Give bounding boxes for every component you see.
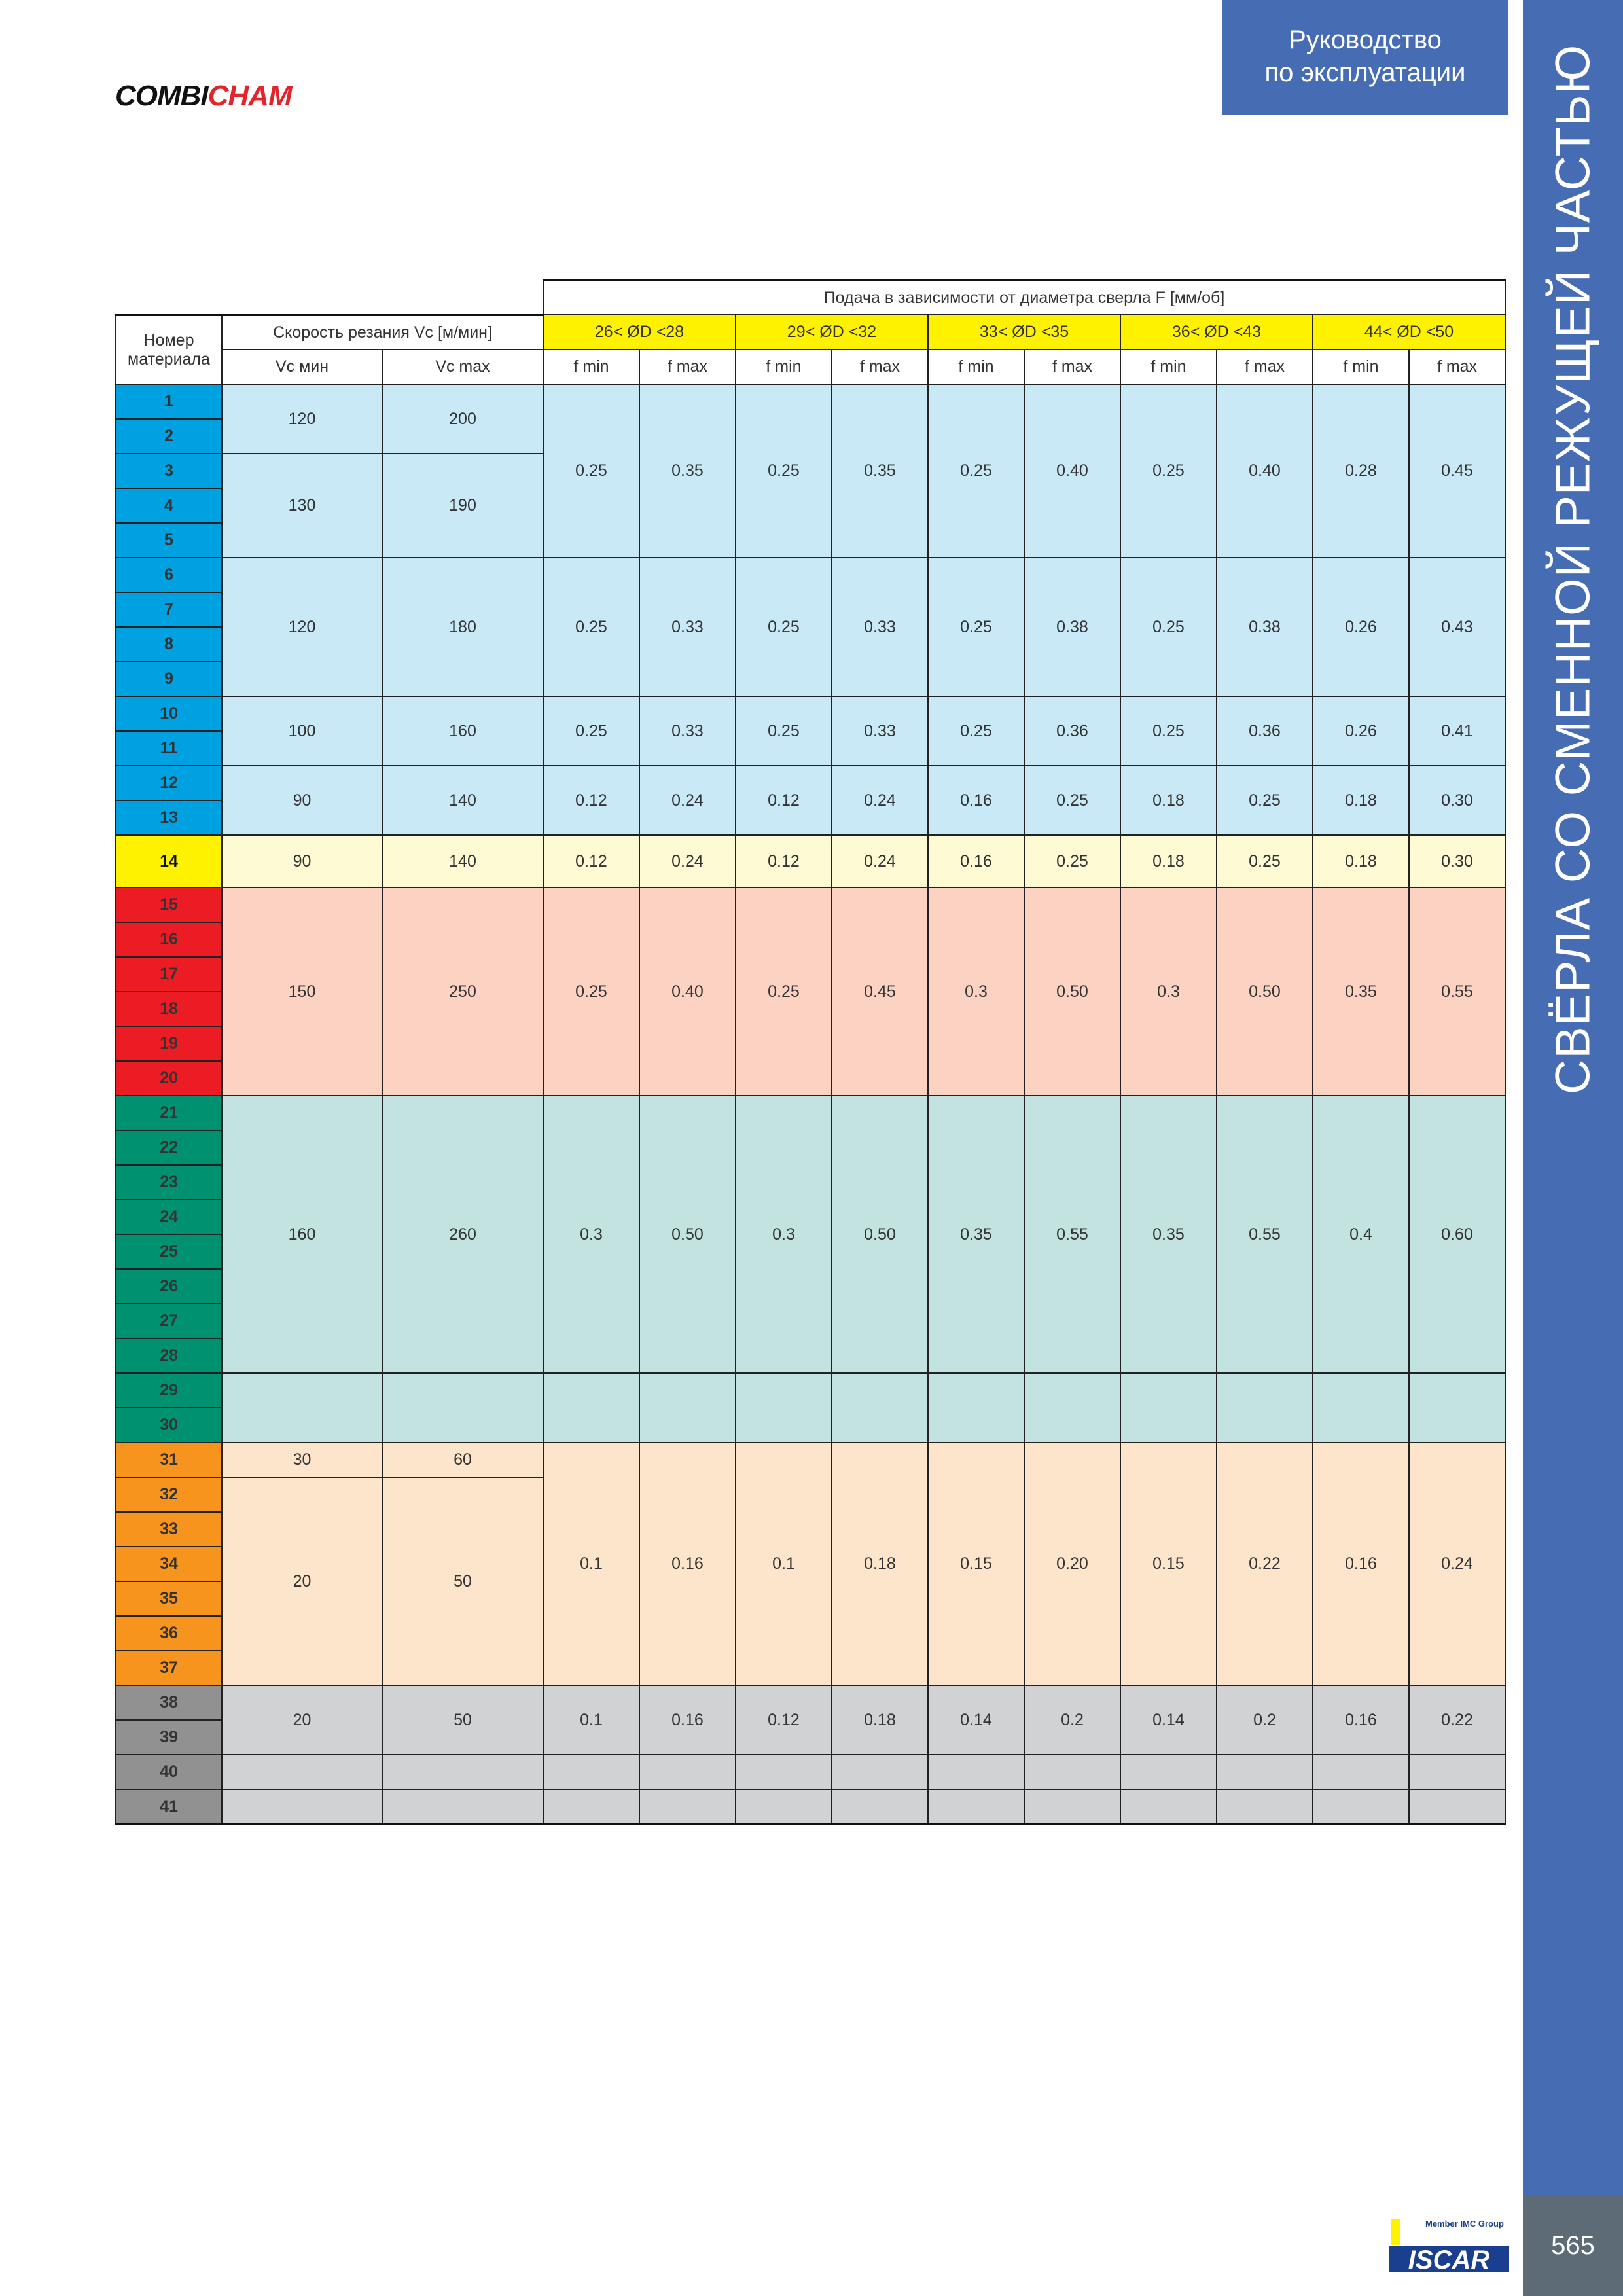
material-number: 31: [116, 1443, 222, 1477]
feed-value: 0.33: [832, 696, 928, 766]
feed-value: 0.25: [1217, 766, 1313, 835]
feed-value: 0.4: [1313, 1096, 1409, 1373]
material-number: 9: [116, 662, 222, 696]
feed-value: 0.25: [543, 558, 639, 696]
feed-value: 0.40: [1217, 384, 1313, 558]
speed-vmin: 130: [222, 454, 382, 558]
material-number: 19: [116, 1026, 222, 1061]
speed-vmax: 140: [382, 766, 543, 835]
material-number: 30: [116, 1408, 222, 1443]
feed-value: 0.55: [1217, 1096, 1313, 1373]
material-number: 1: [116, 384, 222, 419]
material-number: 5: [116, 523, 222, 558]
speed-vmin: [222, 1755, 382, 1789]
speed-vmin: 90: [222, 835, 382, 888]
feed-value: 0.25: [1024, 835, 1120, 888]
feed-value: [832, 1755, 928, 1789]
material-number: 27: [116, 1304, 222, 1338]
feed-value: 0.40: [639, 888, 736, 1096]
speed-vmax: 190: [382, 454, 543, 558]
speed-vmax: 50: [382, 1685, 543, 1755]
feed-value: 0.35: [832, 384, 928, 558]
material-number: 21: [116, 1096, 222, 1130]
feed-value: 0.38: [1024, 558, 1120, 696]
feed-value: 0.60: [1409, 1096, 1505, 1373]
vc-max-header: Vc max: [382, 350, 543, 384]
speed-vmax: [382, 1789, 543, 1824]
material-number: 12: [116, 766, 222, 800]
material-number: 15: [116, 888, 222, 922]
speed-vmax: 160: [382, 696, 543, 766]
feed-value: 0.25: [736, 888, 832, 1096]
material-number: 11: [116, 731, 222, 766]
feed-value: [1120, 1789, 1217, 1824]
f-max-header: f max: [832, 350, 928, 384]
feed-value: [639, 1789, 736, 1824]
material-number: 7: [116, 592, 222, 627]
feed-value: [1217, 1755, 1313, 1789]
feed-value: 0.3: [736, 1096, 832, 1373]
feed-value: [1120, 1373, 1217, 1443]
diameter-range: 36< ØD <43: [1120, 315, 1313, 350]
material-number: 29: [116, 1373, 222, 1408]
feed-value: [1409, 1755, 1505, 1789]
iscar-wordmark: ISCAR: [1408, 2246, 1490, 2274]
feed-value: [1313, 1755, 1409, 1789]
material-number: 37: [116, 1651, 222, 1685]
feed-value: 0.50: [1217, 888, 1313, 1096]
feed-value: 0.16: [1313, 1443, 1409, 1685]
feed-value: 0.18: [832, 1685, 928, 1755]
diameter-range: 26< ØD <28: [543, 315, 736, 350]
material-number: 13: [116, 800, 222, 835]
feed-value: [1024, 1373, 1120, 1443]
feed-value: 0.26: [1313, 696, 1409, 766]
feed-value: [736, 1789, 832, 1824]
material-number: 4: [116, 488, 222, 523]
material-number: 8: [116, 627, 222, 662]
cutting-data-table: [115, 279, 1506, 1825]
feed-value: [736, 1373, 832, 1443]
feed-value: 0.24: [832, 835, 928, 888]
feed-value: 0.16: [639, 1685, 736, 1755]
material-number: 25: [116, 1234, 222, 1269]
speed-vmin: 120: [222, 558, 382, 696]
material-number: 35: [116, 1581, 222, 1616]
material-number: 39: [116, 1720, 222, 1755]
feed-value: 0.25: [1120, 384, 1217, 558]
feed-value: 0.25: [543, 384, 639, 558]
vc-min-header: Vc мин: [222, 350, 382, 384]
feed-value: 0.24: [1409, 1443, 1505, 1685]
material-number: 33: [116, 1512, 222, 1547]
material-number: 17: [116, 957, 222, 992]
speed-vmin: 150: [222, 888, 382, 1096]
material-number: 20: [116, 1061, 222, 1096]
feed-value: 0.16: [928, 835, 1024, 888]
combicham-logo: [115, 80, 292, 113]
speed-vmax: 200: [382, 384, 543, 454]
feed-value: [543, 1789, 639, 1824]
material-number: 18: [116, 992, 222, 1026]
feed-value: [1217, 1789, 1313, 1824]
material-number: 24: [116, 1200, 222, 1234]
feed-value: [1313, 1789, 1409, 1824]
feed-value: 0.35: [1120, 1096, 1217, 1373]
speed-vmax: [382, 1373, 543, 1443]
feed-value: 0.50: [639, 1096, 736, 1373]
manual-line-1: Руководство: [1289, 26, 1442, 54]
feed-value: 0.16: [639, 1443, 736, 1685]
feed-value: 0.50: [832, 1096, 928, 1373]
feed-value: [1024, 1755, 1120, 1789]
speed-vmax: 250: [382, 888, 543, 1096]
feed-value: 0.3: [928, 888, 1024, 1096]
feed-value: 0.16: [928, 766, 1024, 835]
speed-vmin: 20: [222, 1477, 382, 1685]
f-max-header: f max: [639, 350, 736, 384]
manual-line-2: по эксплуатации: [1264, 58, 1466, 87]
feed-value: [639, 1373, 736, 1443]
f-min-header: f min: [1120, 350, 1217, 384]
material-number: 14: [116, 835, 222, 888]
diameter-range: 29< ØD <32: [736, 315, 928, 350]
feed-value: 0.25: [1217, 835, 1313, 888]
feed-value: 0.3: [543, 1096, 639, 1373]
speed-vmin: 160: [222, 1096, 382, 1373]
feed-value: 0.25: [1120, 558, 1217, 696]
feed-value: 0.35: [639, 384, 736, 558]
feed-value: [1409, 1373, 1505, 1443]
material-number: 23: [116, 1165, 222, 1200]
header-spacer: [116, 280, 543, 315]
feed-value: 0.12: [736, 1685, 832, 1755]
feed-value: 0.1: [543, 1443, 639, 1685]
feed-value: 0.25: [543, 696, 639, 766]
speed-vmax: 60: [382, 1443, 543, 1477]
feed-value: 0.36: [1024, 696, 1120, 766]
feed-value: 0.25: [736, 696, 832, 766]
feed-value: 0.18: [1313, 835, 1409, 888]
member-text: Member IMC Group: [1425, 2219, 1504, 2229]
f-max-header: f max: [1024, 350, 1120, 384]
feed-value: [1120, 1755, 1217, 1789]
speed-vmax: 260: [382, 1096, 543, 1373]
feed-value: 0.28: [1313, 384, 1409, 558]
feed-value: 0.12: [543, 835, 639, 888]
feed-value: 0.45: [832, 888, 928, 1096]
sidebar-title: СВЁРЛА СО СМЕННОЙ РЕЖУЩЕЙ ЧАСТЬЮ: [1545, 44, 1600, 1095]
material-number: 34: [116, 1547, 222, 1581]
material-number: 16: [116, 922, 222, 957]
feed-value: [736, 1755, 832, 1789]
speed-vmax: 180: [382, 558, 543, 696]
feed-header: Подача в зависимости от диаметра сверла F [мм/об]: [543, 280, 1505, 315]
feed-value: 0.26: [1313, 558, 1409, 696]
material-number: 40: [116, 1755, 222, 1789]
manual-badge: [1222, 0, 1508, 115]
feed-value: 0.25: [1120, 696, 1217, 766]
diameter-range: 33< ØD <35: [928, 315, 1120, 350]
feed-value: 0.12: [736, 766, 832, 835]
feed-value: 0.33: [639, 558, 736, 696]
feed-value: 0.50: [1024, 888, 1120, 1096]
f-min-header: f min: [543, 350, 639, 384]
speed-vmax: [382, 1755, 543, 1789]
feed-value: 0.40: [1024, 384, 1120, 558]
speed-vmin: [222, 1789, 382, 1824]
material-number: 2: [116, 419, 222, 454]
feed-value: [1024, 1789, 1120, 1824]
feed-value: [543, 1755, 639, 1789]
feed-value: 0.24: [639, 835, 736, 888]
material-number: 41: [116, 1789, 222, 1824]
feed-value: 0.2: [1217, 1685, 1313, 1755]
feed-value: 0.35: [1313, 888, 1409, 1096]
feed-value: 0.38: [1217, 558, 1313, 696]
feed-value: 0.43: [1409, 558, 1505, 696]
feed-value: 0.24: [639, 766, 736, 835]
f-max-header: f max: [1217, 350, 1313, 384]
sidebar-title-wrap: [1523, 0, 1623, 2196]
feed-value: 0.15: [928, 1443, 1024, 1685]
feed-value: [928, 1789, 1024, 1824]
feed-value: 0.1: [543, 1685, 639, 1755]
feed-value: 0.25: [543, 888, 639, 1096]
feed-value: 0.18: [832, 1443, 928, 1685]
feed-value: [639, 1755, 736, 1789]
feed-value: 0.1: [736, 1443, 832, 1685]
material-number: 38: [116, 1685, 222, 1720]
material-number: 32: [116, 1477, 222, 1512]
feed-value: 0.25: [1024, 766, 1120, 835]
feed-value: [928, 1755, 1024, 1789]
feed-value: 0.15: [1120, 1443, 1217, 1685]
feed-value: 0.22: [1217, 1443, 1313, 1685]
f-min-header: f min: [1313, 350, 1409, 384]
feed-value: 0.24: [832, 766, 928, 835]
feed-value: [832, 1373, 928, 1443]
logo-part-2: CHAM: [207, 80, 292, 112]
feed-value: [1217, 1373, 1313, 1443]
speed-vmax: 140: [382, 835, 543, 888]
feed-value: 0.18: [1120, 766, 1217, 835]
feed-value: [928, 1373, 1024, 1443]
speed-vmin: [222, 1373, 382, 1443]
feed-value: [1313, 1373, 1409, 1443]
diameter-range: 44< ØD <50: [1313, 315, 1505, 350]
feed-value: [543, 1373, 639, 1443]
feed-value: 0.18: [1313, 766, 1409, 835]
feed-value: 0.12: [736, 835, 832, 888]
speed-vmax: 50: [382, 1477, 543, 1685]
speed-vmin: 120: [222, 384, 382, 454]
material-number: 22: [116, 1130, 222, 1165]
feed-value: 0.25: [736, 384, 832, 558]
speed-header: Скорость резания Vc [м/мин]: [222, 315, 543, 350]
logo-part-1: COMBI: [115, 80, 208, 112]
feed-value: [832, 1789, 928, 1824]
feed-value: [1409, 1789, 1505, 1824]
f-max-header: f max: [1409, 350, 1505, 384]
feed-value: 0.55: [1024, 1096, 1120, 1373]
speed-vmin: 30: [222, 1443, 382, 1477]
material-number: 26: [116, 1269, 222, 1304]
feed-value: 0.12: [543, 766, 639, 835]
speed-vmin: 100: [222, 696, 382, 766]
feed-value: 0.25: [928, 384, 1024, 558]
feed-value: 0.33: [832, 558, 928, 696]
feed-value: 0.14: [928, 1685, 1024, 1755]
feed-value: 0.14: [1120, 1685, 1217, 1755]
material-number: 28: [116, 1338, 222, 1373]
feed-value: 0.33: [639, 696, 736, 766]
material-number: 6: [116, 558, 222, 592]
material-number: 3: [116, 454, 222, 488]
feed-value: 0.2: [1024, 1685, 1120, 1755]
f-min-header: f min: [928, 350, 1024, 384]
feed-value: 0.41: [1409, 696, 1505, 766]
feed-value: 0.35: [928, 1096, 1024, 1373]
page-number: 565: [1551, 2231, 1595, 2260]
material-number: 36: [116, 1616, 222, 1651]
feed-value: 0.25: [928, 558, 1024, 696]
feed-value: 0.25: [736, 558, 832, 696]
material-header: Номер материала: [116, 315, 222, 384]
feed-value: 0.3: [1120, 888, 1217, 1096]
material-number: 10: [116, 696, 222, 731]
iscar-logo: [1386, 2212, 1510, 2275]
feed-value: 0.45: [1409, 384, 1505, 558]
speed-vmin: 20: [222, 1685, 382, 1755]
feed-value: 0.18: [1120, 835, 1217, 888]
feed-value: 0.16: [1313, 1685, 1409, 1755]
f-min-header: f min: [736, 350, 832, 384]
feed-value: 0.30: [1409, 766, 1505, 835]
feed-value: 0.22: [1409, 1685, 1505, 1755]
feed-value: 0.25: [928, 696, 1024, 766]
feed-value: 0.30: [1409, 835, 1505, 888]
feed-value: 0.20: [1024, 1443, 1120, 1685]
feed-value: 0.36: [1217, 696, 1313, 766]
speed-vmin: 90: [222, 766, 382, 835]
feed-value: 0.55: [1409, 888, 1505, 1096]
